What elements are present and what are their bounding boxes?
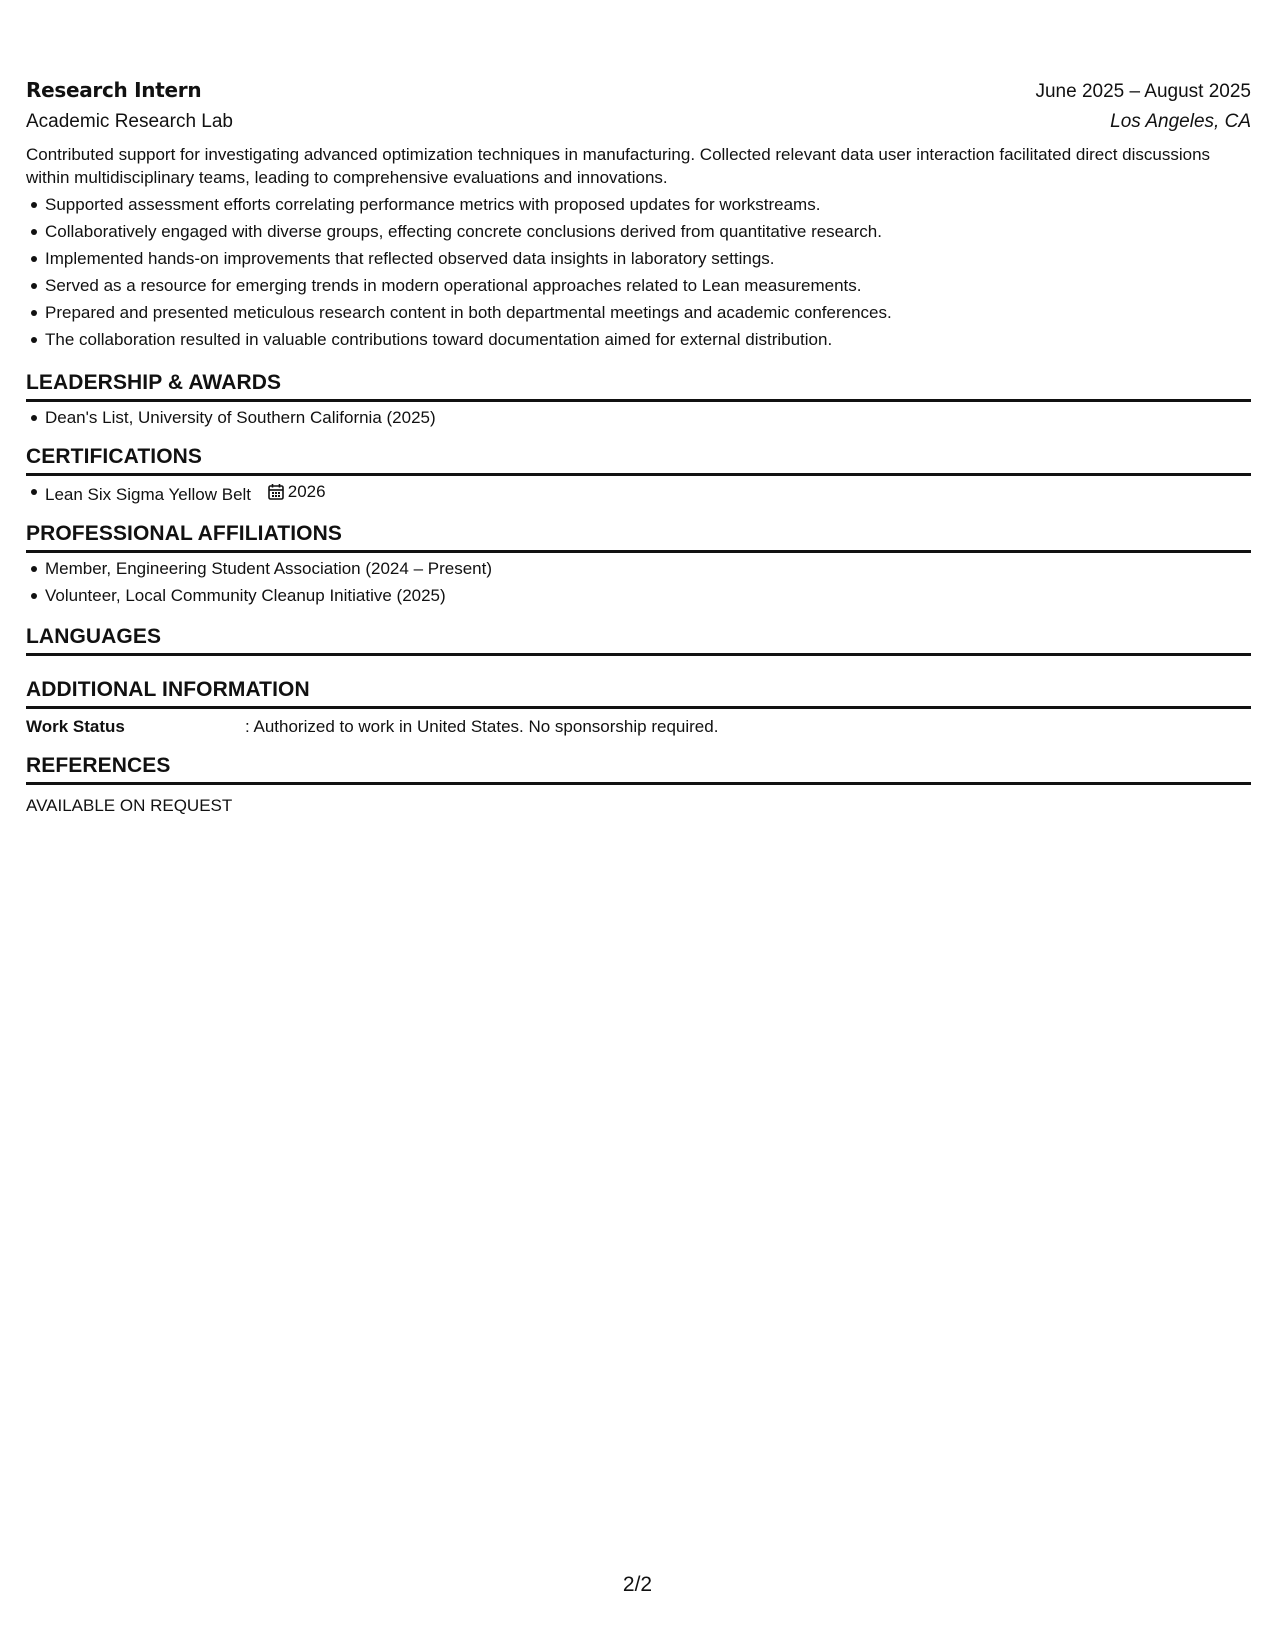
- certifications-list: [26, 478, 1251, 508]
- certifications-section: [26, 445, 1251, 508]
- certification-item: [26, 478, 1251, 508]
- job-title: Research Intern: [26, 78, 202, 102]
- section-heading: REFERENCES: [26, 754, 1251, 785]
- calendar-icon: [268, 483, 284, 500]
- page-number: 2/2: [622, 1573, 653, 1596]
- job-dates: June 2025 – August 2025: [1035, 81, 1251, 102]
- list-item: Member, Engineering Student Association (2024 – Present): [26, 555, 1251, 582]
- job-bullet: Prepared and presented meticulous research content in both departmental meetings and academic conferences.: [26, 299, 1251, 326]
- info-value: : Authorized to work in United States. No sponsorship required.: [245, 717, 719, 736]
- affiliations-section: [26, 522, 1251, 609]
- job-bullet: Collaboratively engaged with diverse groups, effecting concrete conclusions derived from quantitative research.: [26, 218, 1251, 245]
- certification-date: [268, 478, 326, 505]
- job-bullet: Served as a resource for emerging trends in modern operational approaches related to Lean measurements.: [26, 272, 1251, 299]
- leadership-list: [26, 404, 1251, 431]
- leadership-section: [26, 371, 1251, 431]
- languages-section: [26, 625, 1251, 656]
- info-label: Work Status: [26, 717, 125, 736]
- job-bullet: Supported assessment efforts correlating performance metrics with proposed updates for workstreams.: [26, 191, 1251, 218]
- section-heading: LANGUAGES: [26, 625, 1251, 656]
- resume-page: [26, 78, 1251, 819]
- list-item: Volunteer, Local Community Cleanup Initiative (2025): [26, 582, 1251, 609]
- job-location: Los Angeles, CA: [1110, 111, 1251, 132]
- references-text: AVAILABLE ON REQUEST: [26, 796, 233, 815]
- certification-year: 2026: [287, 482, 326, 501]
- certification-name: Lean Six Sigma Yellow Belt: [45, 485, 252, 504]
- section-heading: ADDITIONAL INFORMATION: [26, 678, 1251, 709]
- list-item: Dean's List, University of Southern California (2025): [26, 404, 1251, 431]
- job-header: [26, 78, 1251, 103]
- job-bullet-list: [26, 191, 1251, 353]
- experience-entry: [26, 78, 1251, 353]
- job-organization: Academic Research Lab: [26, 111, 233, 132]
- additional-info-section: [26, 678, 1251, 740]
- affiliations-list: [26, 555, 1251, 609]
- job-bullet: The collaboration resulted in valuable contributions toward documentation aimed for external distribution.: [26, 326, 1251, 353]
- job-summary: Contributed support for investigating advanced optimization techniques in manufacturing. Collected relevant data user interaction facilitated direct discussions within multidisciplinary teams, leading to comprehensive evaluations and innovations.: [26, 145, 1211, 187]
- section-heading: CERTIFICATIONS: [26, 445, 1251, 476]
- info-row: [26, 714, 1251, 740]
- job-bullet: Implemented hands-on improvements that reflected observed data insights in laboratory settings.: [26, 245, 1251, 272]
- references-section: [26, 754, 1251, 819]
- job-subheader: [26, 111, 1251, 133]
- section-heading: LEADERSHIP & AWARDS: [26, 371, 1251, 402]
- additional-info-body: [26, 714, 1251, 740]
- section-heading: PROFESSIONAL AFFILIATIONS: [26, 522, 1251, 553]
